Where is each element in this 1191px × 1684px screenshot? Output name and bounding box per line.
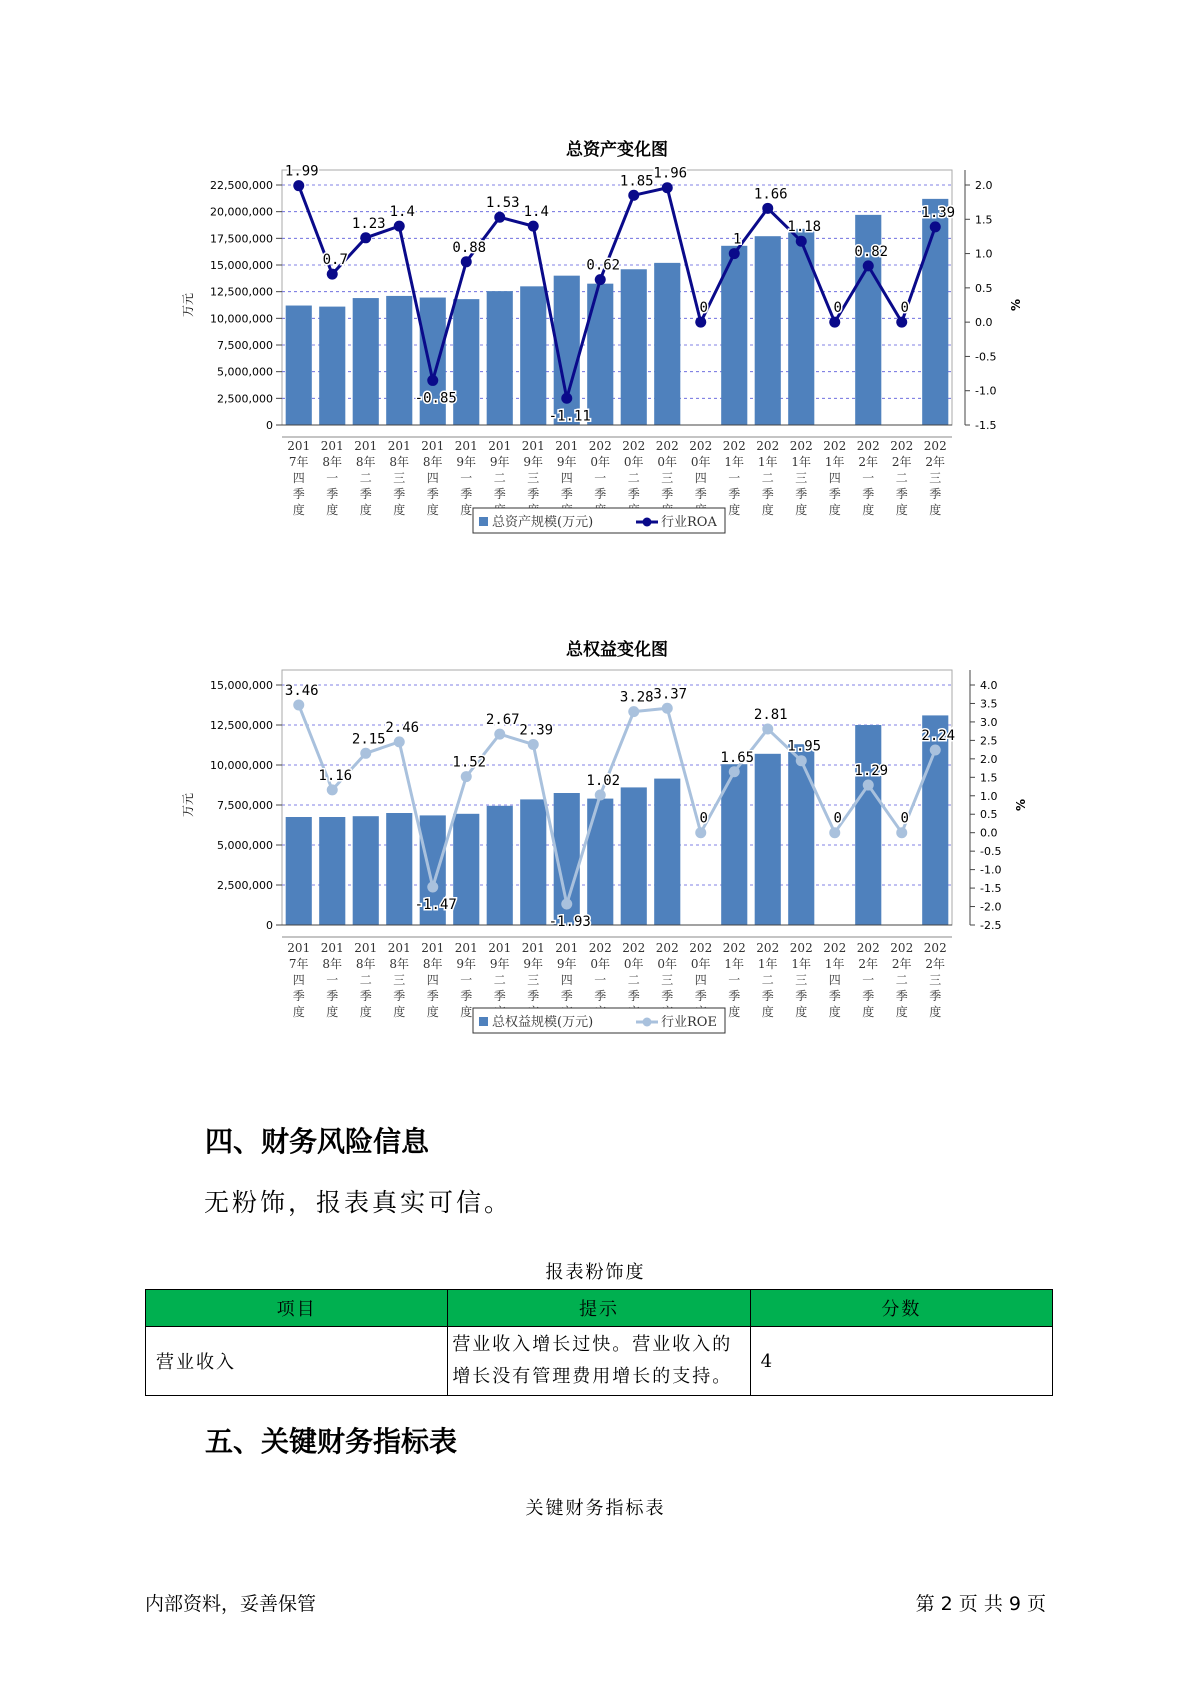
legend-line-marker: [643, 518, 652, 527]
left-tick-label: 22,500,000: [210, 179, 273, 192]
category-label: 201 9年二季: [488, 941, 512, 1003]
line-point: [595, 790, 606, 801]
data-label: 1.39: [921, 204, 956, 221]
line-point: [394, 221, 405, 232]
line-point: [360, 232, 371, 243]
data-label: 0.7: [322, 252, 348, 269]
data-label: 1.02: [586, 773, 621, 790]
right-axis-label: %: [1014, 798, 1028, 812]
category-label: 201 8年二季度: [354, 941, 378, 1019]
header-score: 分数: [750, 1290, 1052, 1327]
line-point: [561, 898, 572, 909]
data-label: 1.95: [787, 738, 822, 755]
data-label: 1.66: [753, 186, 788, 203]
left-tick-label: 10,000,000: [210, 759, 273, 772]
right-tick-label: -1.5: [975, 419, 997, 432]
bar: [453, 814, 479, 925]
bar: [587, 284, 613, 425]
right-tick-label: 4.0: [980, 679, 998, 692]
category-label: 202 1年一季度: [722, 941, 746, 1019]
line-point: [896, 827, 907, 838]
total-assets-chart-svg: [0, 130, 1191, 590]
total-equity-chart-svg: [0, 630, 1191, 1090]
line-point: [829, 827, 840, 838]
data-label: 3.28: [619, 689, 654, 706]
right-tick-label: 2.0: [975, 179, 993, 192]
left-tick-label: 7,500,000: [217, 339, 273, 352]
line-point: [293, 699, 304, 710]
kpi-section-title: 五、关键财务指标表: [205, 1425, 458, 1458]
line-point: [662, 182, 673, 193]
footer-page-number: 第 2 页 共 9 页: [915, 1593, 1046, 1615]
chart-title: 总资产变化图: [566, 140, 668, 160]
line-point: [461, 256, 472, 267]
data-label: 0.82: [854, 243, 889, 260]
category-label: 201 9年三季: [521, 439, 545, 501]
line-point: [595, 274, 606, 285]
line-point: [762, 203, 773, 214]
chart-title: 总权益变化图: [566, 640, 668, 660]
data-label: -1.11: [548, 408, 591, 425]
left-tick-label: 10,000,000: [210, 312, 273, 326]
plot-frame: [282, 170, 952, 425]
right-tick-label: 3.0: [980, 715, 998, 729]
data-label: 3.46: [284, 682, 319, 699]
line-point: [293, 180, 304, 191]
left-tick-label: 15,000,000: [210, 679, 273, 692]
data-label: 1.4: [523, 204, 549, 221]
plot-frame: [282, 670, 952, 925]
category-label: 202 2年一季度: [856, 439, 880, 517]
category-label: 201 7年四季度: [287, 439, 311, 517]
category-label: 201 9年四季: [555, 439, 579, 501]
line-point: [327, 784, 338, 795]
bar: [788, 744, 814, 925]
category-label: 202 2年三季度: [923, 439, 947, 517]
bar: [453, 299, 479, 425]
category-label: 201 8年一季度: [320, 941, 344, 1019]
left-tick-label: 17,500,000: [210, 232, 273, 246]
category-label: 201 9年四季: [555, 941, 579, 1003]
data-label: 1.53: [485, 195, 520, 212]
line-point: [494, 212, 505, 223]
category-label: 201 7年四季度: [287, 941, 311, 1019]
left-axis-label: 万元: [181, 292, 195, 318]
bar: [654, 779, 680, 925]
bar: [353, 298, 379, 425]
category-label: 202 0年三季: [655, 941, 679, 1003]
category-label: 202 0年二季: [622, 439, 646, 501]
category-label: 202 2年一季度: [856, 941, 880, 1019]
bar: [788, 229, 814, 425]
risk-summary-text: 无粉饰，报表真实可信。: [204, 1188, 513, 1217]
left-tick-label: 0: [266, 919, 273, 932]
category-label: 202 1年二季度: [756, 941, 780, 1019]
data-label: 1.99: [284, 163, 319, 180]
left-axis-label: 万元: [181, 792, 195, 818]
data-label: -1.47: [414, 896, 457, 913]
data-label: 1.65: [720, 749, 755, 766]
bar: [319, 307, 345, 425]
bar: [520, 799, 546, 925]
line-point: [796, 236, 807, 247]
data-label: -0.85: [414, 390, 457, 407]
left-tick-label: 7,500,000: [217, 799, 273, 812]
data-label: 2.81: [753, 706, 788, 723]
line-point: [360, 748, 371, 759]
left-tick-label: 15,000,000: [210, 259, 273, 272]
right-tick-label: 2.0: [980, 752, 998, 766]
data-label: 0: [833, 810, 842, 827]
line-point: [829, 317, 840, 328]
row-score: 4: [750, 1327, 1052, 1396]
line-point: [628, 706, 639, 717]
right-tick-label: 3.5: [980, 697, 998, 711]
bar: [755, 236, 781, 425]
category-label: 201 8年四季度: [421, 439, 445, 517]
line-point: [528, 739, 539, 750]
category-label: 201 8年二季度: [354, 439, 378, 517]
data-label: 1.52: [452, 754, 487, 771]
line-point: [327, 269, 338, 280]
category-label: 202 1年四季度: [823, 439, 847, 517]
line-point: [863, 780, 874, 791]
right-tick-label: 1.0: [975, 247, 993, 261]
bar: [654, 263, 680, 425]
total-assets-chart: [0, 130, 1191, 590]
kpi-table-caption: 关键财务指标表: [525, 1498, 666, 1519]
row-item: 营业收入: [146, 1327, 448, 1396]
line-point: [930, 221, 941, 232]
category-label: 202 2年二季度: [890, 439, 914, 517]
total-equity-chart: [0, 630, 1191, 1090]
right-axis-label: %: [1009, 298, 1023, 312]
data-label: 0: [699, 810, 708, 827]
right-tick-label: 2.5: [980, 734, 998, 748]
right-tick-label: 0.0: [980, 826, 998, 840]
left-tick-label: 12,500,000: [210, 719, 273, 732]
risk-table: [145, 1289, 1053, 1396]
line-point: [628, 190, 639, 201]
data-label: -1.93: [548, 913, 591, 930]
data-label: 0: [833, 300, 842, 317]
bar: [487, 806, 513, 925]
right-tick-label: -1.0: [975, 384, 997, 398]
line-point: [729, 248, 740, 259]
category-label: 201 8年四季度: [421, 941, 445, 1019]
category-label: 201 9年一季度: [454, 439, 478, 517]
line-point: [427, 375, 438, 386]
bar: [386, 813, 412, 925]
left-tick-label: 5,000,000: [217, 839, 273, 852]
bar: [386, 296, 412, 425]
bar: [353, 816, 379, 925]
data-label: 0: [900, 810, 909, 827]
legend-bar-label: 总资产规模(万元): [492, 515, 594, 530]
line-point: [762, 723, 773, 734]
risk-table-caption: 报表粉饰度: [545, 1262, 646, 1283]
data-label: 1.85: [619, 173, 654, 190]
line-point: [729, 766, 740, 777]
category-label: 202 1年二季度: [756, 439, 780, 517]
category-label: 202 1年四季度: [823, 941, 847, 1019]
legend-bar-swatch: [479, 517, 488, 526]
right-tick-label: 0.0: [975, 316, 993, 330]
line-point: [896, 317, 907, 328]
line-point: [796, 755, 807, 766]
left-tick-label: 2,500,000: [217, 392, 273, 406]
footer-left: 内部资料，妥善保管: [145, 1593, 317, 1615]
line-point: [494, 729, 505, 740]
line-point: [528, 221, 539, 232]
left-tick-label: 5,000,000: [217, 365, 273, 379]
data-label: 3.37: [653, 686, 688, 703]
line-point: [930, 744, 941, 755]
data-label: 2.46: [385, 719, 420, 736]
legend-bar-label: 总权益规模(万元): [492, 1015, 594, 1030]
right-tick-label: -1.5: [980, 882, 1002, 896]
category-label: 202 1年三季度: [789, 439, 813, 517]
data-label: 2.39: [519, 722, 554, 739]
data-label: 0.88: [452, 239, 487, 256]
legend-line-label: 行业ROE: [661, 1015, 717, 1030]
category-label: 201 8年一季度: [320, 439, 344, 517]
left-tick-label: 12,500,000: [210, 285, 273, 299]
line-point: [427, 881, 438, 892]
bar: [755, 754, 781, 925]
category-label: 201 8年三季度: [387, 439, 411, 517]
data-label: 1.96: [653, 165, 688, 182]
right-tick-label: 0.5: [975, 281, 993, 295]
line-point: [561, 393, 572, 404]
right-tick-label: -2.5: [980, 919, 1002, 932]
category-label: 202 0年四季: [689, 439, 713, 501]
bar: [587, 799, 613, 925]
category-label: 201 9年一季度: [454, 941, 478, 1019]
legend-line-marker: [643, 1018, 652, 1027]
bar: [487, 291, 513, 425]
bar: [922, 199, 948, 425]
legend-bar-swatch: [479, 1017, 488, 1026]
right-tick-label: 1.5: [980, 771, 998, 785]
row-hint: 营业收入增长过快。营业收入的增长没有管理费用增长的支持。: [448, 1327, 750, 1396]
data-label: 1.23: [351, 215, 386, 232]
table-row: [146, 1327, 1053, 1396]
bar: [286, 306, 312, 425]
category-label: 202 2年二季度: [890, 941, 914, 1019]
left-tick-label: 2,500,000: [217, 879, 273, 892]
line-point: [461, 771, 472, 782]
left-tick-label: 20,000,000: [210, 205, 273, 219]
right-tick-label: 1.0: [980, 789, 998, 803]
bar: [520, 286, 546, 425]
data-label: 2.67: [485, 712, 520, 729]
category-label: 201 9年三季: [521, 941, 545, 1003]
header-hint: 提示: [448, 1290, 750, 1327]
bar: [855, 725, 881, 925]
bar: [319, 817, 345, 925]
right-tick-label: -2.0: [980, 900, 1002, 914]
legend-line-label: 行业ROA: [661, 515, 717, 530]
data-label: 2.24: [921, 727, 956, 744]
category-label: 202 1年一季度: [722, 439, 746, 517]
line-point: [863, 260, 874, 271]
bar: [621, 787, 647, 925]
right-tick-label: 1.5: [975, 213, 993, 227]
category-label: 202 0年一季: [588, 439, 612, 501]
category-label: 201 8年三季度: [387, 941, 411, 1019]
data-label: 0: [699, 300, 708, 317]
category-label: 201 9年二季: [488, 439, 512, 501]
header-item: 项目: [146, 1290, 448, 1327]
left-tick-label: 0: [266, 419, 273, 432]
right-tick-label: 0.5: [980, 808, 998, 822]
data-label: 1.29: [854, 763, 889, 780]
line-point: [394, 736, 405, 747]
data-label: 1.4: [389, 204, 415, 221]
category-label: 202 2年三季度: [923, 941, 947, 1019]
category-label: 202 1年三季度: [789, 941, 813, 1019]
bar: [621, 269, 647, 425]
data-label: 1: [733, 231, 742, 248]
line-point: [662, 703, 673, 714]
bar: [286, 817, 312, 925]
category-label: 202 0年二季: [622, 941, 646, 1003]
line-point: [695, 317, 706, 328]
line-point: [695, 827, 706, 838]
risk-table-header-row: [146, 1290, 1053, 1327]
category-label: 202 0年一季: [588, 941, 612, 1003]
data-label: 0: [900, 300, 909, 317]
right-tick-label: -0.5: [980, 845, 1002, 859]
right-tick-label: -0.5: [975, 350, 997, 364]
category-label: 202 0年三季: [655, 439, 679, 501]
data-label: 0.62: [586, 257, 621, 274]
data-label: 1.18: [787, 219, 822, 236]
data-label: 1.16: [318, 767, 353, 784]
right-tick-label: -1.0: [980, 863, 1002, 877]
category-label: 202 0年四季: [689, 941, 713, 1003]
data-label: 2.15: [351, 731, 386, 748]
risk-section-title: 四、财务风险信息: [205, 1125, 430, 1158]
